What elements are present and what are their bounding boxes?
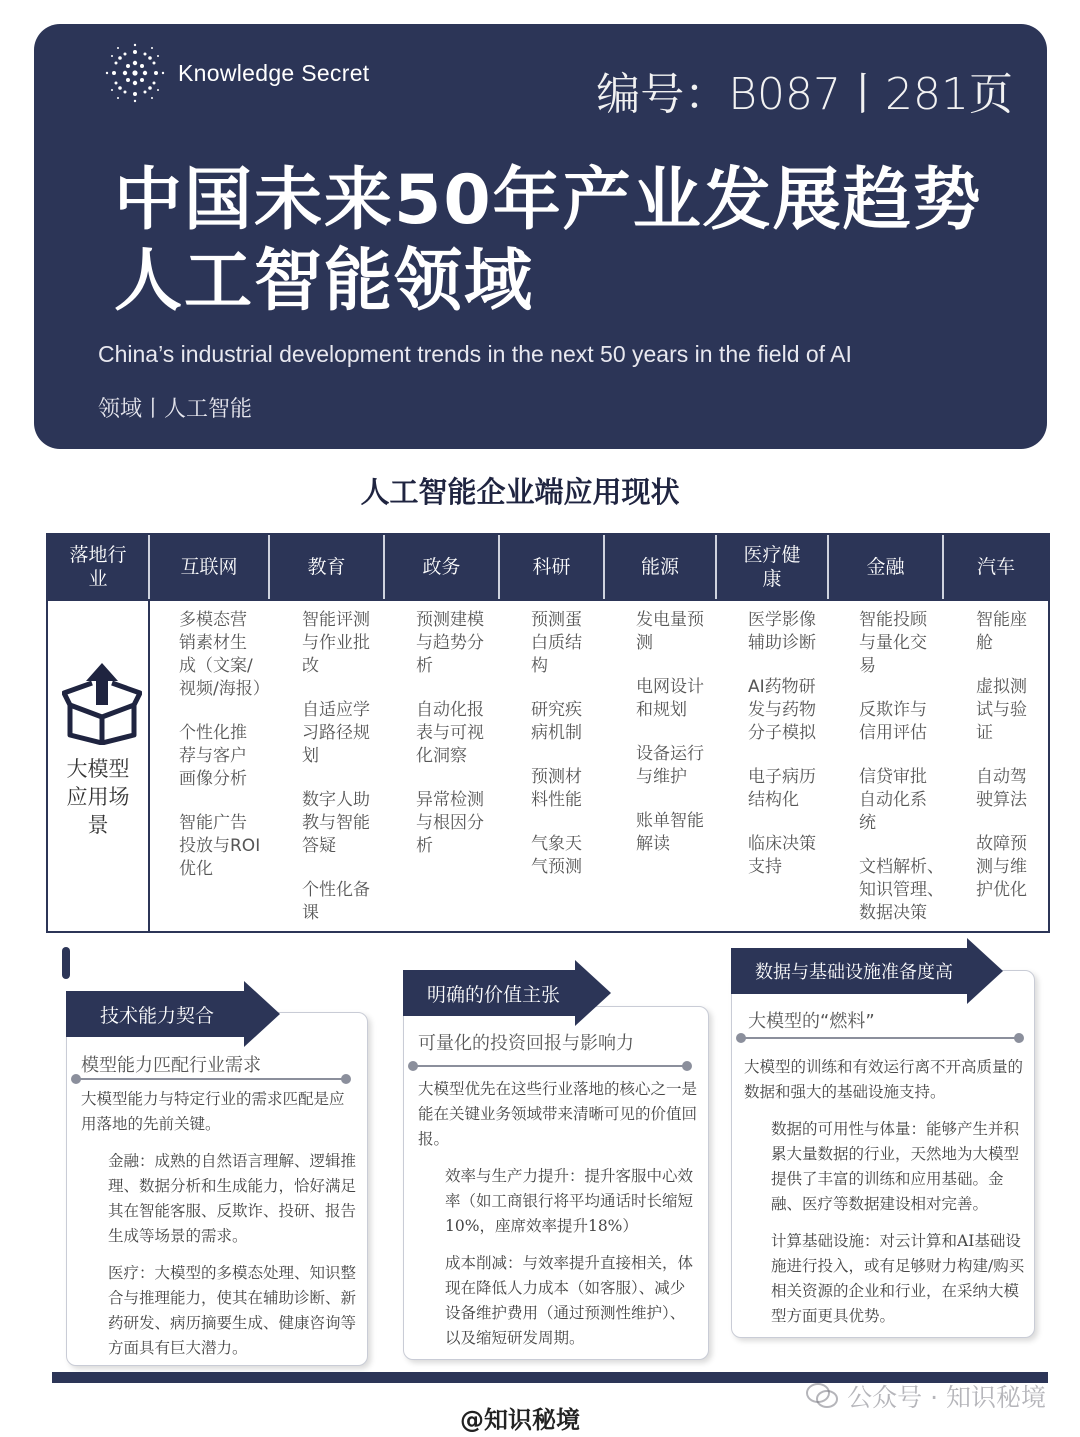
- row-label-cell: [48, 601, 150, 931]
- card-lead: 大模型能力与特定行业的需求匹配是应用落地的先前关键。: [81, 1090, 345, 1133]
- list-item: 临床决策 支持: [748, 834, 816, 877]
- ribbon-label: 明确的价值主张: [427, 983, 561, 1006]
- ribbon-value-proposition: [403, 970, 575, 1016]
- list-item: 自动驾 驶算法: [976, 767, 1027, 810]
- brand-name: Knowledge Secret: [178, 59, 370, 86]
- list-item: 气象天 气预测: [531, 834, 582, 877]
- ribbon-label: 技术能力契合: [100, 1004, 215, 1027]
- column-cell-finance: [859, 609, 944, 946]
- column-cell-internet: [179, 609, 270, 902]
- list-item: 预测蛋 白质结 构: [531, 610, 582, 676]
- brand: [104, 42, 369, 104]
- field-label: 领域丨人工智能: [98, 397, 253, 422]
- column-header: 医疗健 康: [717, 535, 829, 599]
- row-label: 大模型 应用场 景: [66, 757, 130, 837]
- column-header: 能源: [605, 535, 717, 599]
- card-point: 金融：成熟的自然语言理解、逻辑推理、数据分析和生成能力，恰好满足其在智能客服、反欺诈、投研、报告生成等场景的需求。: [108, 1152, 357, 1245]
- list-item: 账单智能 解读: [636, 811, 704, 854]
- corner-header: 落地行 业: [48, 535, 150, 599]
- list-item: 电子病历 结构化: [748, 767, 816, 810]
- list-item: 研究疾 病机制: [531, 700, 582, 743]
- list-item: 异常检测 与根因分 析: [416, 790, 484, 856]
- card-point: 效率与生产力提升：提升客服中心效率（如工商银行将平均通话时长缩短10%，座席效率提升18%）: [445, 1167, 694, 1235]
- column-header: 科研: [500, 535, 605, 599]
- ribbon-technical-fit: [66, 991, 244, 1037]
- divider-dot: [682, 1061, 692, 1071]
- card-point: 成本削减：与效率提升直接相关，体现在降低人力成本（如客服）、减少设备维护费用（通过预测性维护）、以及缩短研发周期。: [445, 1254, 694, 1347]
- card-data-infrastructure: [731, 970, 1035, 1338]
- divider: [77, 1078, 345, 1080]
- card-body: [744, 1055, 1028, 1341]
- divider-dot: [341, 1074, 351, 1084]
- card-technical-fit: [66, 1012, 368, 1366]
- card-value-proposition: [403, 1006, 709, 1360]
- column-cell-automotive: [976, 609, 1027, 923]
- card-subtitle: 可量化的投资回报与影响力: [418, 1033, 634, 1054]
- list-item: 发电量预 测: [636, 610, 704, 653]
- english-subtitle: China’s industrial development trends in the next 50 years in the field of AI: [98, 341, 852, 367]
- column-header: 政务: [385, 535, 500, 599]
- card-point: 计算基础设施：对云计算和AI基础设施进行投入，或有足够财力构建/购买相关资源的企业和行业，在采纳大模型方面更具优势。: [771, 1232, 1025, 1325]
- divider: [742, 1037, 1018, 1039]
- list-item: 预测建模 与趋势分 析: [416, 610, 484, 676]
- ribbon-arrow: [967, 938, 1003, 1004]
- card-lead: 大模型的训练和有效运行离不开高质量的数据和强大的基础设施支持。: [744, 1058, 1024, 1101]
- document-code: 编号：B087丨281页: [596, 69, 1013, 120]
- column-header: 互联网: [150, 535, 270, 599]
- list-item: 虚拟测 试与验 证: [976, 677, 1027, 743]
- ribbon-arrow: [575, 960, 611, 1026]
- list-item: 电网设计 和规划: [636, 677, 704, 720]
- page-title: 中国未来50年产业发展趋势: [114, 161, 983, 240]
- column-cell-energy: [636, 609, 704, 877]
- card-point: 数据的可用性与体量：能够产生并积累大量数据的行业，天然地为大模型提供了丰富的训练和应用基础。金融、医疗等数据建设相对完善。: [771, 1120, 1020, 1213]
- card-subtitle: 大模型的“燃料”: [748, 1011, 875, 1032]
- card-body: [81, 1087, 359, 1373]
- card-lead: 大模型优先在这些行业落地的核心之一是能在关键业务领域带来清晰可见的价值回报。: [418, 1080, 698, 1148]
- header-banner: [34, 24, 1047, 449]
- box-upload-icon: [62, 661, 142, 745]
- ribbon-data-infrastructure: [731, 948, 967, 994]
- list-item: 多模态营 销素材生 成（文案/ 视频/海报）: [179, 610, 270, 699]
- ribbon-arrow: [244, 981, 280, 1047]
- list-item: 智能座 舱: [976, 610, 1027, 653]
- card-body: [418, 1077, 700, 1363]
- list-item: 自动化报 表与可视 化洞察: [416, 700, 484, 766]
- list-item: 个性化备 课: [302, 880, 370, 923]
- column-cell-education: [302, 609, 370, 946]
- divider-dot: [1014, 1033, 1024, 1043]
- column-header: 汽车: [976, 556, 1015, 578]
- list-item: 智能评测 与作业批 改: [302, 610, 370, 676]
- section-title: 人工智能企业端应用现状: [360, 475, 680, 509]
- list-item: 预测材 料性能: [531, 767, 582, 810]
- list-item: 医学影像 辅助诊断: [748, 610, 816, 653]
- column-cell-government: [416, 609, 484, 879]
- list-item: 设备运行 与维护: [636, 744, 704, 787]
- list-item: 个性化推 荐与客户 画像分析: [179, 723, 247, 789]
- column-header: 金融: [829, 535, 944, 599]
- list-item: 反欺诈与 信用评估: [859, 700, 927, 743]
- list-item: 智能投顾 与量化交 易: [859, 610, 927, 676]
- column-cell-healthcare: [748, 609, 816, 900]
- list-item: 自适应学 习路径规 划: [302, 700, 370, 766]
- list-item: 数字人助 教与智能 答疑: [302, 790, 370, 856]
- application-table: [46, 533, 1050, 933]
- list-item: 故障预 测与维 护优化: [976, 834, 1027, 900]
- table-header: [48, 535, 1048, 601]
- page-title-line2: 人工智能领域: [114, 242, 535, 321]
- column-cell-research: [531, 609, 582, 900]
- card-point: 医疗：大模型的多模态处理、知识整合与推理能力，使其在辅助诊断、新药研发、病历摘要生成、健康咨询等方面具有巨大潜力。: [108, 1264, 357, 1357]
- author-handle: @知识秘境: [460, 1406, 580, 1434]
- list-item: 智能广告 投放与ROI 优化: [179, 813, 261, 879]
- list-item: AI药物研 发与药物 分子模拟: [748, 677, 816, 743]
- decorative-marker: [62, 947, 70, 979]
- knowledge-secret-logo-icon: [104, 42, 166, 104]
- list-item: 信贷审批 自动化系 统: [859, 767, 927, 833]
- wechat-account: 公众号 · 知识秘境: [847, 1383, 1046, 1412]
- divider: [414, 1065, 686, 1067]
- card-subtitle: 模型能力匹配行业需求: [81, 1055, 261, 1076]
- ribbon-label: 数据与基础设施准备度高: [755, 962, 953, 983]
- list-item: 文档解析、 知识管理、 数据决策: [859, 857, 944, 923]
- column-header: 教育: [270, 535, 385, 599]
